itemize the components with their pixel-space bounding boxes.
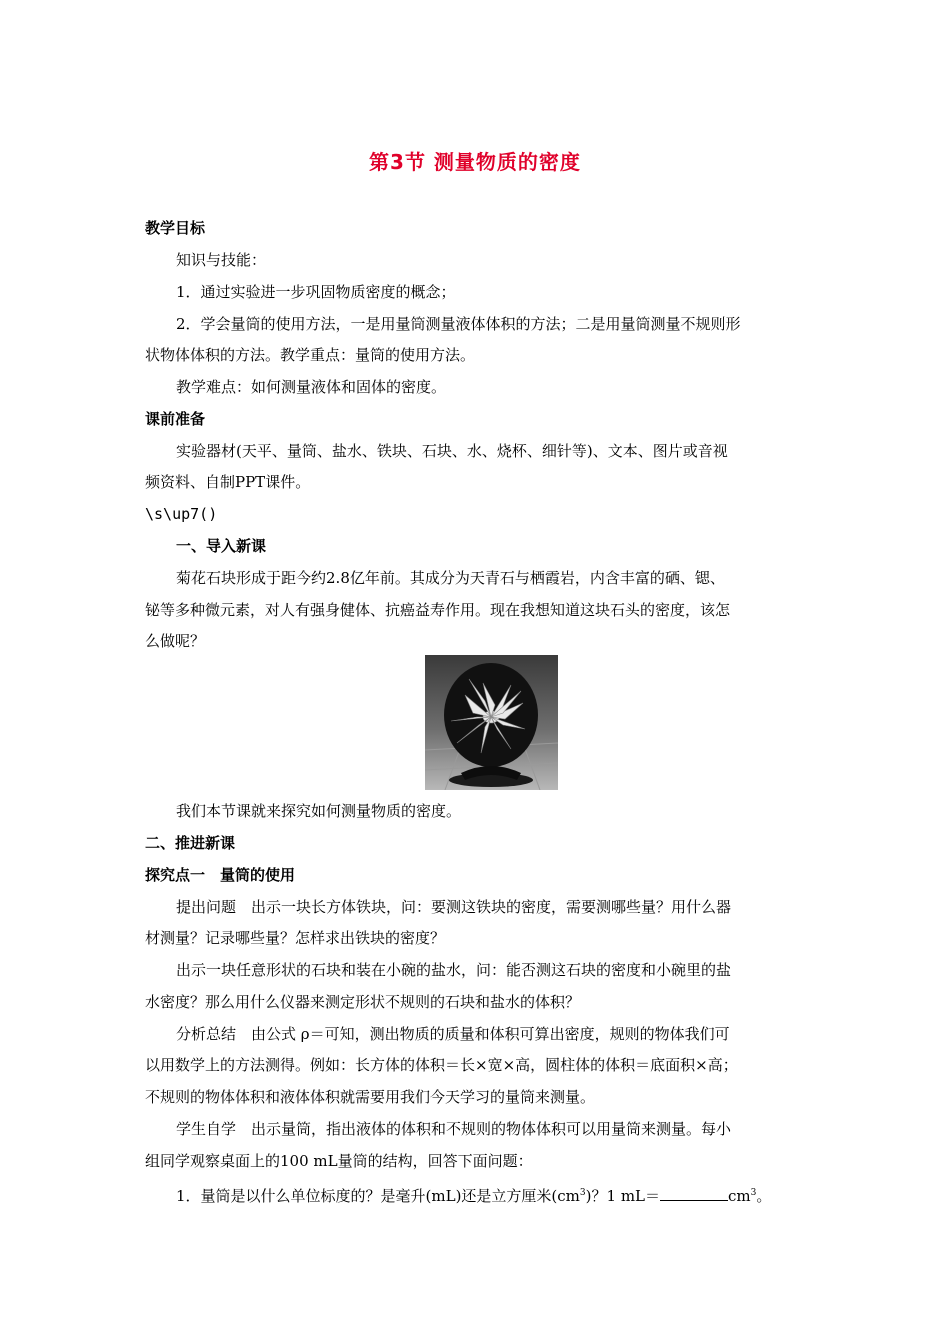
paragraph: 我们本节课就来探究如何测量物质的密度。 [176,802,462,820]
paragraph: 以用数学上的方法测得。例如：长方体的体积＝长×宽×高，圆柱体的体积＝底面积×高； [145,1056,738,1074]
paragraph: 学生自学 出示量筒，指出液体的体积和不规则的物体体积可以用量筒来测量。每小 [176,1120,732,1138]
paragraph: 组同学观察桌面上的100 mL量筒的结构，回答下面问题： [145,1152,533,1170]
paragraph: 分析总结 由公式 ρ＝可知，测出物质的质量和体积可算出密度，规则的物体我们可 [176,1025,730,1043]
paragraph: 实验器材(天平、量筒、盐水、铁块、石块、水、烧杯、细针等)、文本、图片或音视 [176,442,728,460]
heading-goals: 教学目标 [145,219,206,237]
question-text: 。 [756,1187,772,1205]
page-title: 第3节 测量物质的密度 [369,150,581,174]
paragraph: 铋等多种微元素，对人有强身健体、抗癌益寿作用。现在我想知道这块石头的密度，该怎 [145,601,731,619]
chrysanthemum-stone-photo [425,655,558,790]
superscript: 3 [579,1188,586,1198]
heading-prep: 课前准备 [145,410,206,428]
paragraph: 么做呢？ [145,632,206,650]
heading-new-lesson: 二、推进新课 [145,834,236,852]
superscript: 3 [750,1188,757,1198]
paragraph: 教学难点：如何测量液体和固体的密度。 [176,378,447,396]
paragraph: 知识与技能： [176,251,267,269]
paragraph: 材测量？记录哪些量？怎样求出铁块的密度？ [145,929,446,947]
paragraph: 水密度？那么用什么仪器来测定形状不规则的石块和盐水的体积？ [145,993,581,1011]
paragraph: 菊花石块形成于距今约2.8亿年前。其成分为天青石与栖霞岩，内含丰富的硒、锶、 [176,569,725,587]
question-line [176,1183,805,1206]
paragraph: 提出问题 出示一块长方体铁块，问：要测这铁块的密度，需要测哪些量？用什么器 [176,898,732,916]
paragraph: 频资料、自制PPT课件。 [145,473,311,491]
heading-explore: 探究点一 量筒的使用 [145,866,296,884]
answer-blank[interactable] [660,1186,728,1201]
code-artifact: \s\up7() [145,505,218,523]
question-text: cm [728,1187,751,1205]
question-text: 1．量筒是以什么单位标度的？是毫升(mL)还是立方厘米(cm [176,1187,580,1205]
heading-intro: 一、导入新课 [176,537,267,555]
paragraph: 2．学会量筒的使用方法，一是用量筒测量液体体积的方法；二是用量筒测量不规则形 [176,315,741,333]
paragraph: 1．通过实验进一步巩固物质密度的概念； [176,283,456,301]
paragraph: 不规则的物体体积和液体体积就需要用我们今天学习的量筒来测量。 [145,1088,596,1106]
question-text: )？1 mL＝ [585,1187,661,1205]
paragraph: 出示一块任意形状的石块和装在小碗的盐水，问：能否测这石块的密度和小碗里的盐 [176,961,732,979]
paragraph: 状物体体积的方法。教学重点：量筒的使用方法。 [145,346,476,364]
